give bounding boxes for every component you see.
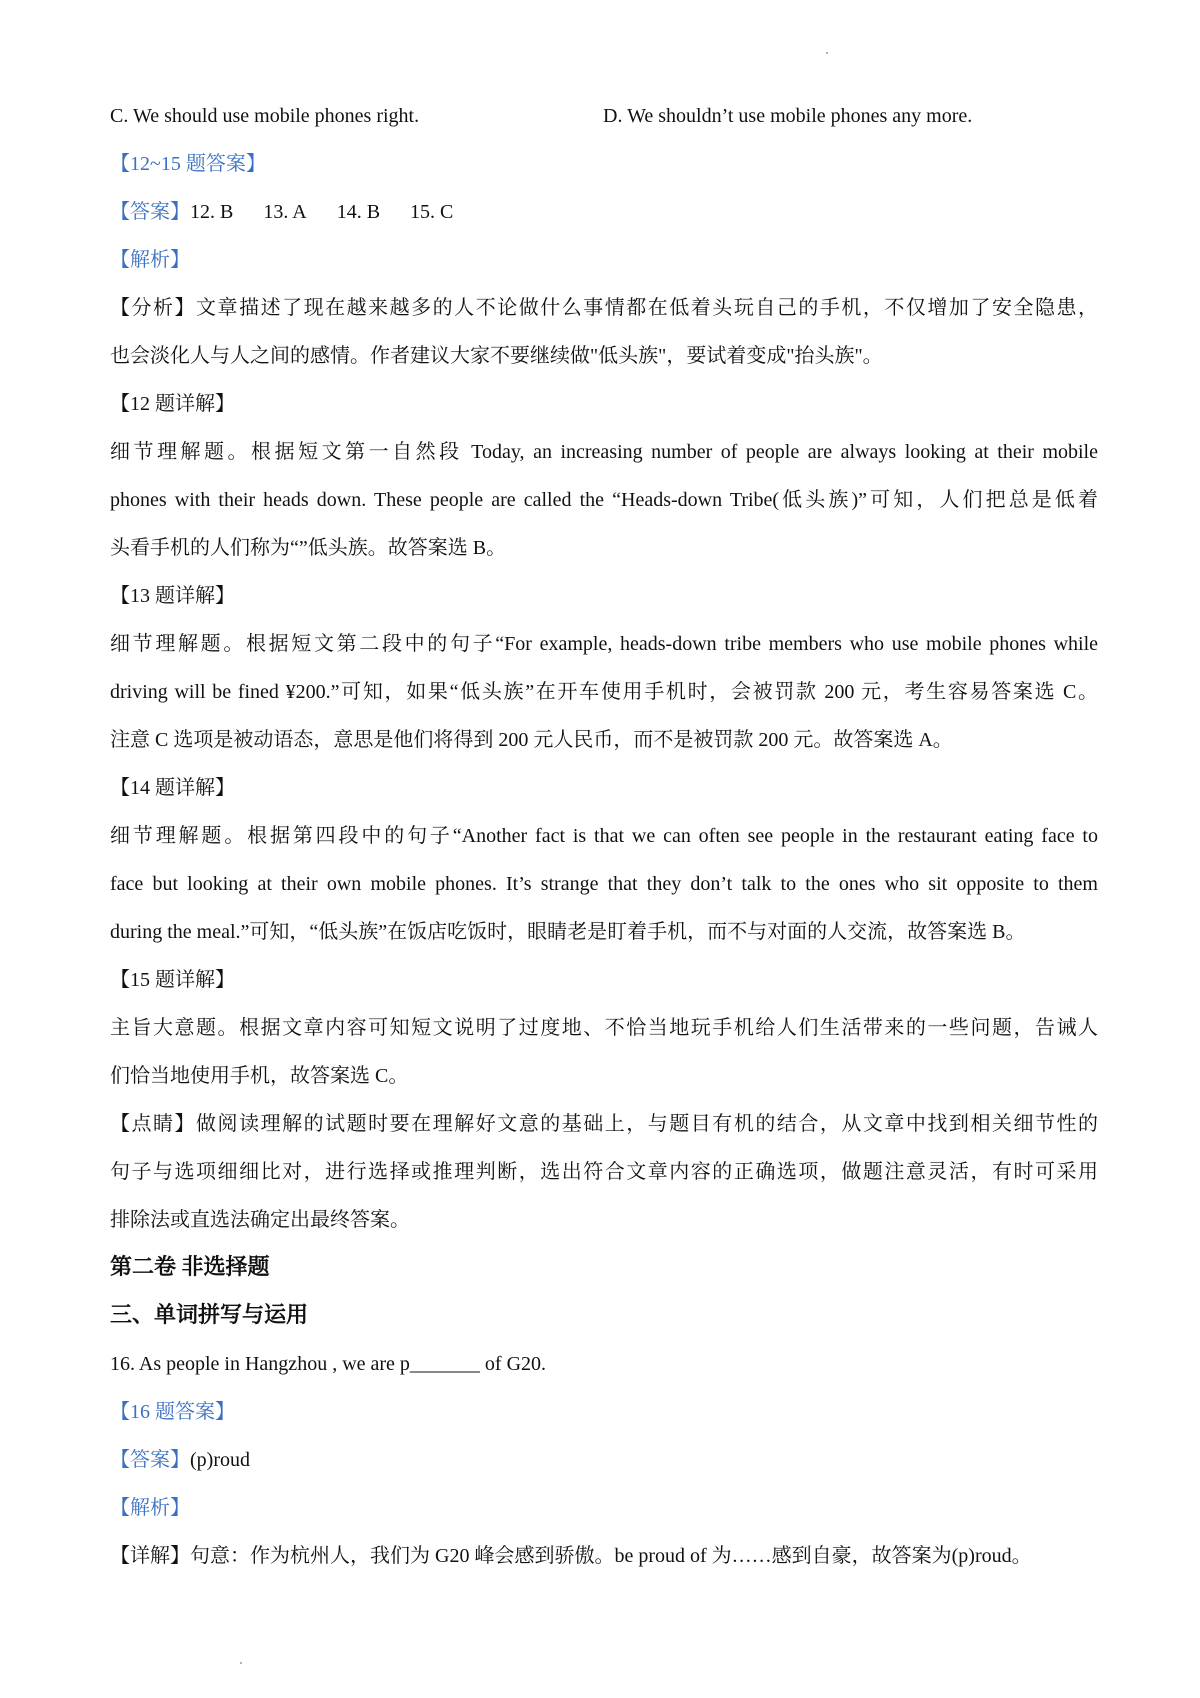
detail-13-title: 【13 题详解】 xyxy=(110,585,235,607)
q12-15-answer-header: 【12~15 题答案】 xyxy=(110,153,266,175)
fenxi-line-1: 【分析】文章描述了现在越来越多的人不论做什么事情都在低着头玩自己的手机，不仅增加了安全隐患， xyxy=(110,297,1098,319)
dianjing-line-3: 排除法或直选法确定出最终答案。 xyxy=(110,1209,410,1231)
answer-12: 12. B xyxy=(190,201,234,223)
scan-speck xyxy=(826,52,828,54)
detail-12-line-3: 头看手机的人们称为“”低头族。故答案选 B。 xyxy=(110,537,507,559)
q16-analysis-tag: 【解析】 xyxy=(110,1497,190,1519)
answer-13: 13. A xyxy=(263,201,307,223)
detail-15-line-1: 主旨大意题。根据文章内容可知短文说明了过度地、不恰当地玩手机给人们生活带来的一些问题，告诫人 xyxy=(110,1017,1098,1039)
detail-12-title: 【12 题详解】 xyxy=(110,393,235,415)
analysis-tag: 【解析】 xyxy=(110,249,190,271)
detail-13-line-1: 细节理解题。根据短文第二段中的句子“For example, heads-down tribe members who use mobile phones while xyxy=(110,633,1098,655)
scan-speck xyxy=(240,1662,242,1664)
detail-12-line-1: 细节理解题。根据短文第一自然段 Today, an increasing number of people are always looking at their mobile xyxy=(110,441,1098,463)
detail-13-line-2: driving will be fined ¥200.”可知，如果“低头族”在开车使用手机时，会被罚款 200 元，考生容易答案选 C。 xyxy=(110,681,1098,703)
detail-13-line-3: 注意 C 选项是被动语态，意思是他们将得到 200 元人民币，而不是被罚款 200 元。故答案选 A。 xyxy=(110,729,953,751)
option-c: C. We should use mobile phones right. xyxy=(110,105,420,127)
section-2-heading: 第二卷 非选择题 xyxy=(110,1254,270,1279)
detail-14-line-1: 细节理解题。根据第四段中的句子“Another fact is that we can often see people in the restaurant eating face to xyxy=(110,825,1098,847)
question-16: 16. As people in Hangzhou , we are p_______ of G20. xyxy=(110,1353,547,1375)
section-3-heading: 三、单词拼写与运用 xyxy=(110,1302,309,1327)
q16-answer: (p)roud xyxy=(190,1449,250,1471)
answer-tag: 【答案】 xyxy=(110,201,190,223)
answer-15: 15. C xyxy=(410,201,454,223)
fenxi-line-2: 也会淡化人与人之间的感情。作者建议大家不要继续做"低头族"，要试着变成"抬头族"。 xyxy=(110,345,883,367)
answer-14: 14. B xyxy=(336,201,381,223)
detail-14-title: 【14 题详解】 xyxy=(110,777,235,799)
q16-answer-header: 【16 题答案】 xyxy=(110,1401,235,1423)
detail-12-line-2: phones with their heads down. These people are called the “Heads-down Tribe(低头族)”可知，人们把总是低着 xyxy=(110,489,1098,511)
dianjing-line-2: 句子与选项细细比对，进行选择或推理判断，选出符合文章内容的正确选项，做题注意灵活，有时可采用 xyxy=(110,1161,1098,1183)
detail-15-title: 【15 题详解】 xyxy=(110,969,235,991)
dianjing-line-1: 【点睛】做阅读理解的试题时要在理解好文意的基础上，与题目有机的结合，从文章中找到相关细节性的 xyxy=(110,1113,1098,1135)
detail-15-line-2: 们恰当地使用手机，故答案选 C。 xyxy=(110,1065,409,1087)
q16-answer-line xyxy=(110,1446,250,1474)
answer-tag: 【答案】 xyxy=(110,1449,190,1471)
detail-14-line-2: face but looking at their own mobile phones. It’s strange that they don’t talk to the ones who sit opposite to them xyxy=(110,873,1098,895)
q16-detail: 【详解】句意：作为杭州人，我们为 G20 峰会感到骄傲。be proud of 为……感到自豪，故答案为(p)roud。 xyxy=(110,1545,1032,1567)
option-d: D. We shouldn’t use mobile phones any more. xyxy=(603,105,973,127)
detail-14-line-3: during the meal.”可知，“低头族”在饭店吃饭时，眼睛老是盯着手机，而不与对面的人交流，故答案选 B。 xyxy=(110,921,1026,943)
q12-15-answer-line xyxy=(110,198,483,226)
